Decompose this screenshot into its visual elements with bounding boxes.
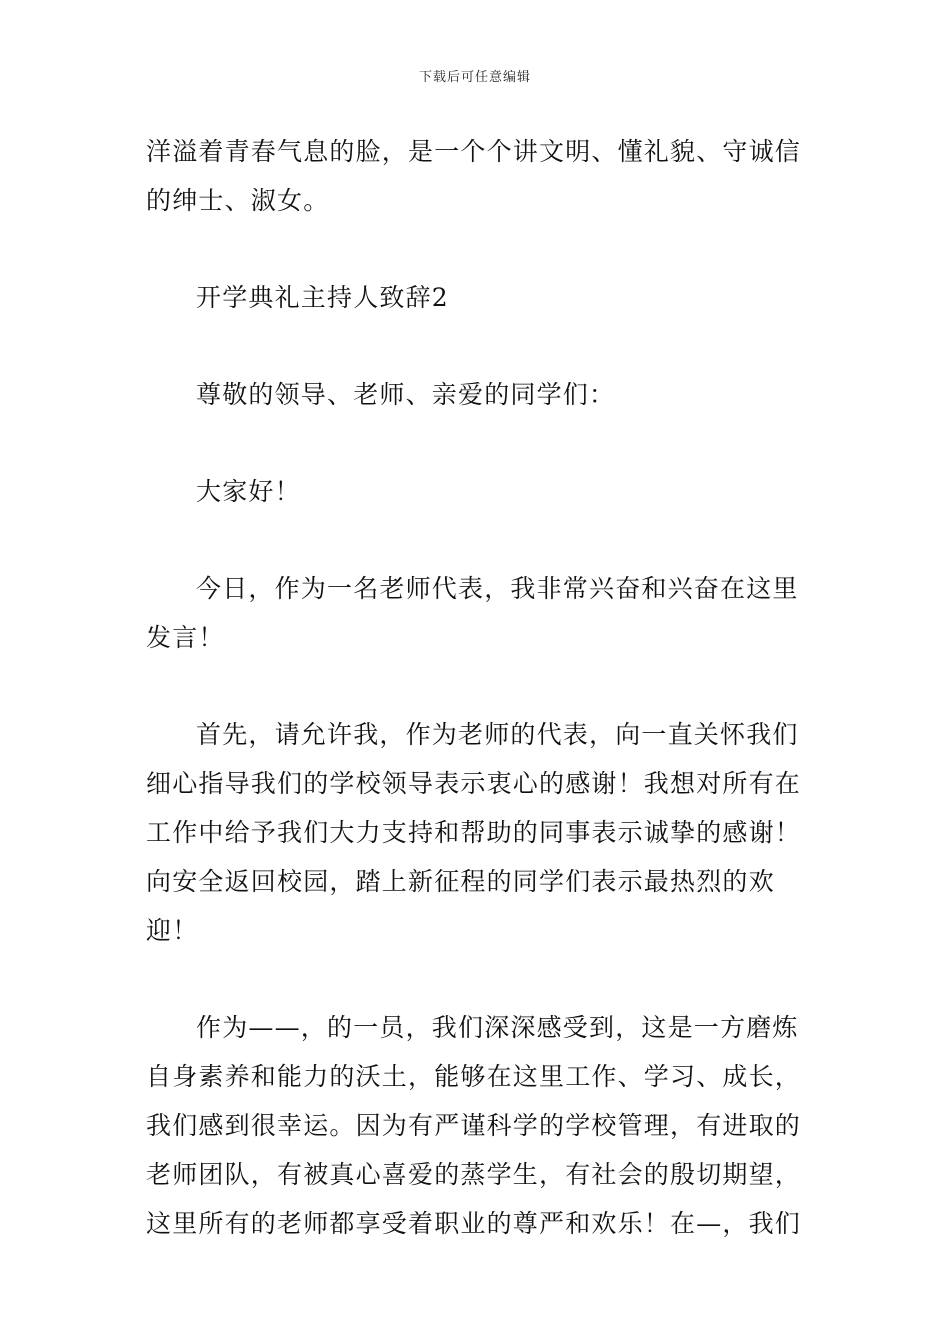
paragraph-1: 洋溢着青春气息的脸，是一个个讲文明、懂礼貌、守诚信的绅士、淑女。 — [146, 137, 802, 215]
paragraph-intro: 今日，作为一名老师代表，我非常兴奋和兴奋在这里发言！ — [146, 574, 799, 652]
salutation: 尊敬的领导、老师、亲爱的同学们： — [196, 380, 616, 409]
paragraph-thanks: 首先，请允许我，作为老师的代表，向一直关怀我们细心指导我们的学校领导表示衷心的感谢！我想对所有在工作中给予我们大力支持和帮助的同事表示诚挚的感谢！向安全返回校园，踏上新征程的同学们表示最热烈的欢迎！ — [146, 720, 802, 945]
section-heading: 开学典礼主持人致辞2 — [196, 283, 449, 312]
greeting: 大家好！ — [196, 477, 301, 506]
page-header: 下载后可任意编辑 — [418, 70, 531, 85]
paragraph-school: 作为——，的一员，我们深深感受到，这是一方磨炼自身素养和能力的沃土，能够在这里工作、学习、成长，我们感到很幸运。因为有严谨科学的学校管理，有进取的老师团队，有被真心喜爱的蒸学生，有社会的殷切期望，这里所有的老师都享受着职业的尊严和欢乐！在—，我们 — [146, 1013, 802, 1238]
document-body — [146, 127, 810, 1296]
